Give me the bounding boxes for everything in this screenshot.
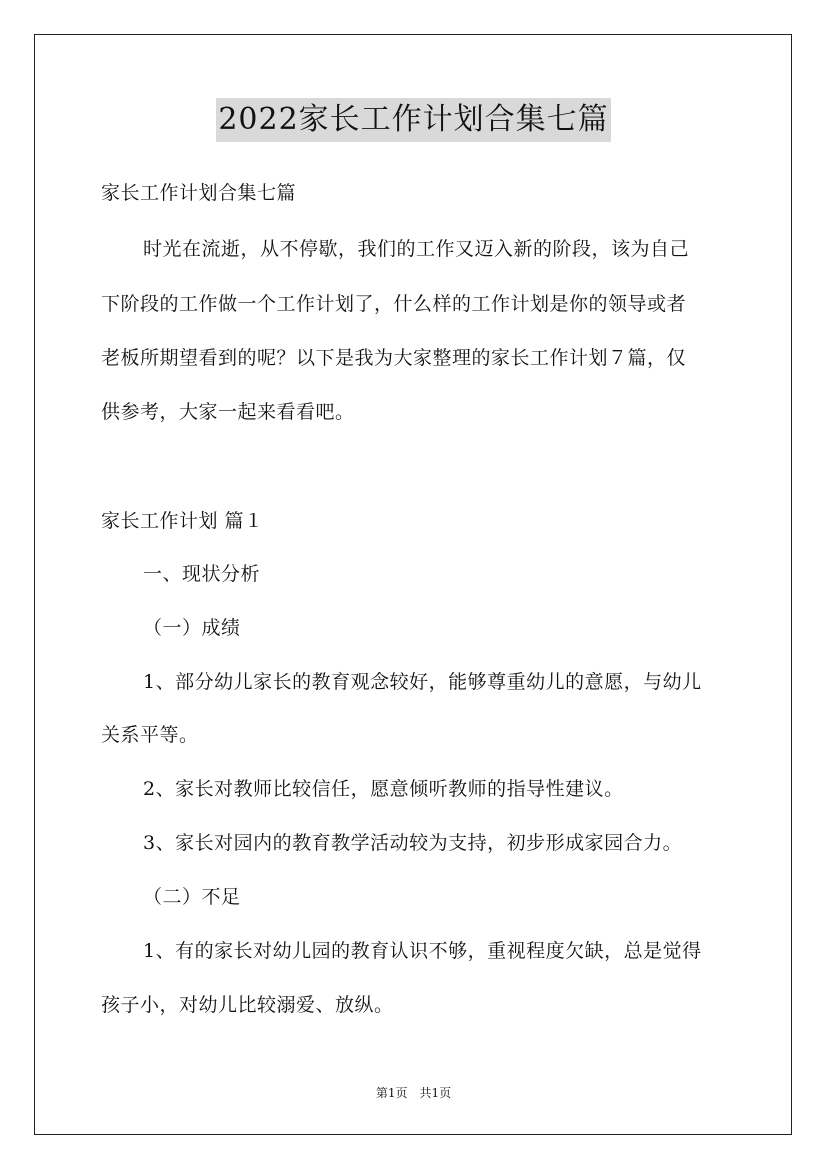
paragraph-line: 3、家长对园内的教育教学活动较为支持，初步形成家园合力。	[143, 832, 683, 854]
paragraph-line: 1、有的家长对幼儿园的教育认识不够，重视程度欠缺，总是觉得	[143, 940, 702, 962]
paragraph-line: 孩子小，对幼儿比较溺爱、放纵。	[101, 994, 394, 1016]
intro-line: 时光在流逝，从不停歇，我们的工作又迈入新的阶段，该为自己	[143, 238, 690, 260]
page-footer: 第1页 共1页	[375, 1086, 452, 1100]
document-title-block	[0, 98, 827, 142]
paragraph-line: 1、部分幼儿家长的教育观念较好，能够尊重幼儿的意愿，与幼儿	[143, 671, 702, 693]
subsection-shortcomings: （二）不足	[143, 886, 241, 908]
analysis-heading: 一、现状分析	[143, 563, 261, 585]
intro-line: 老板所期望看到的呢？以下是我为大家整理的家长工作计划７篇，仅	[101, 347, 687, 369]
paragraph-line: 关系平等。	[101, 724, 199, 746]
subsection-achievements: （一）成绩	[143, 617, 241, 639]
document-subtitle: 家长工作计划合集七篇	[101, 182, 297, 204]
section-heading: 家长工作计划 篇１	[101, 510, 264, 532]
paragraph-line: 2、家长对教师比较信任，愿意倾听教师的指导性建议。	[143, 778, 624, 800]
intro-line: 下阶段的工作做一个工作计划了，什么样的工作计划是你的领导或者	[101, 293, 687, 315]
intro-line: 供参考，大家一起来看看吧。	[101, 401, 355, 423]
document-title: 2022家长工作计划合集七篇	[216, 98, 610, 142]
